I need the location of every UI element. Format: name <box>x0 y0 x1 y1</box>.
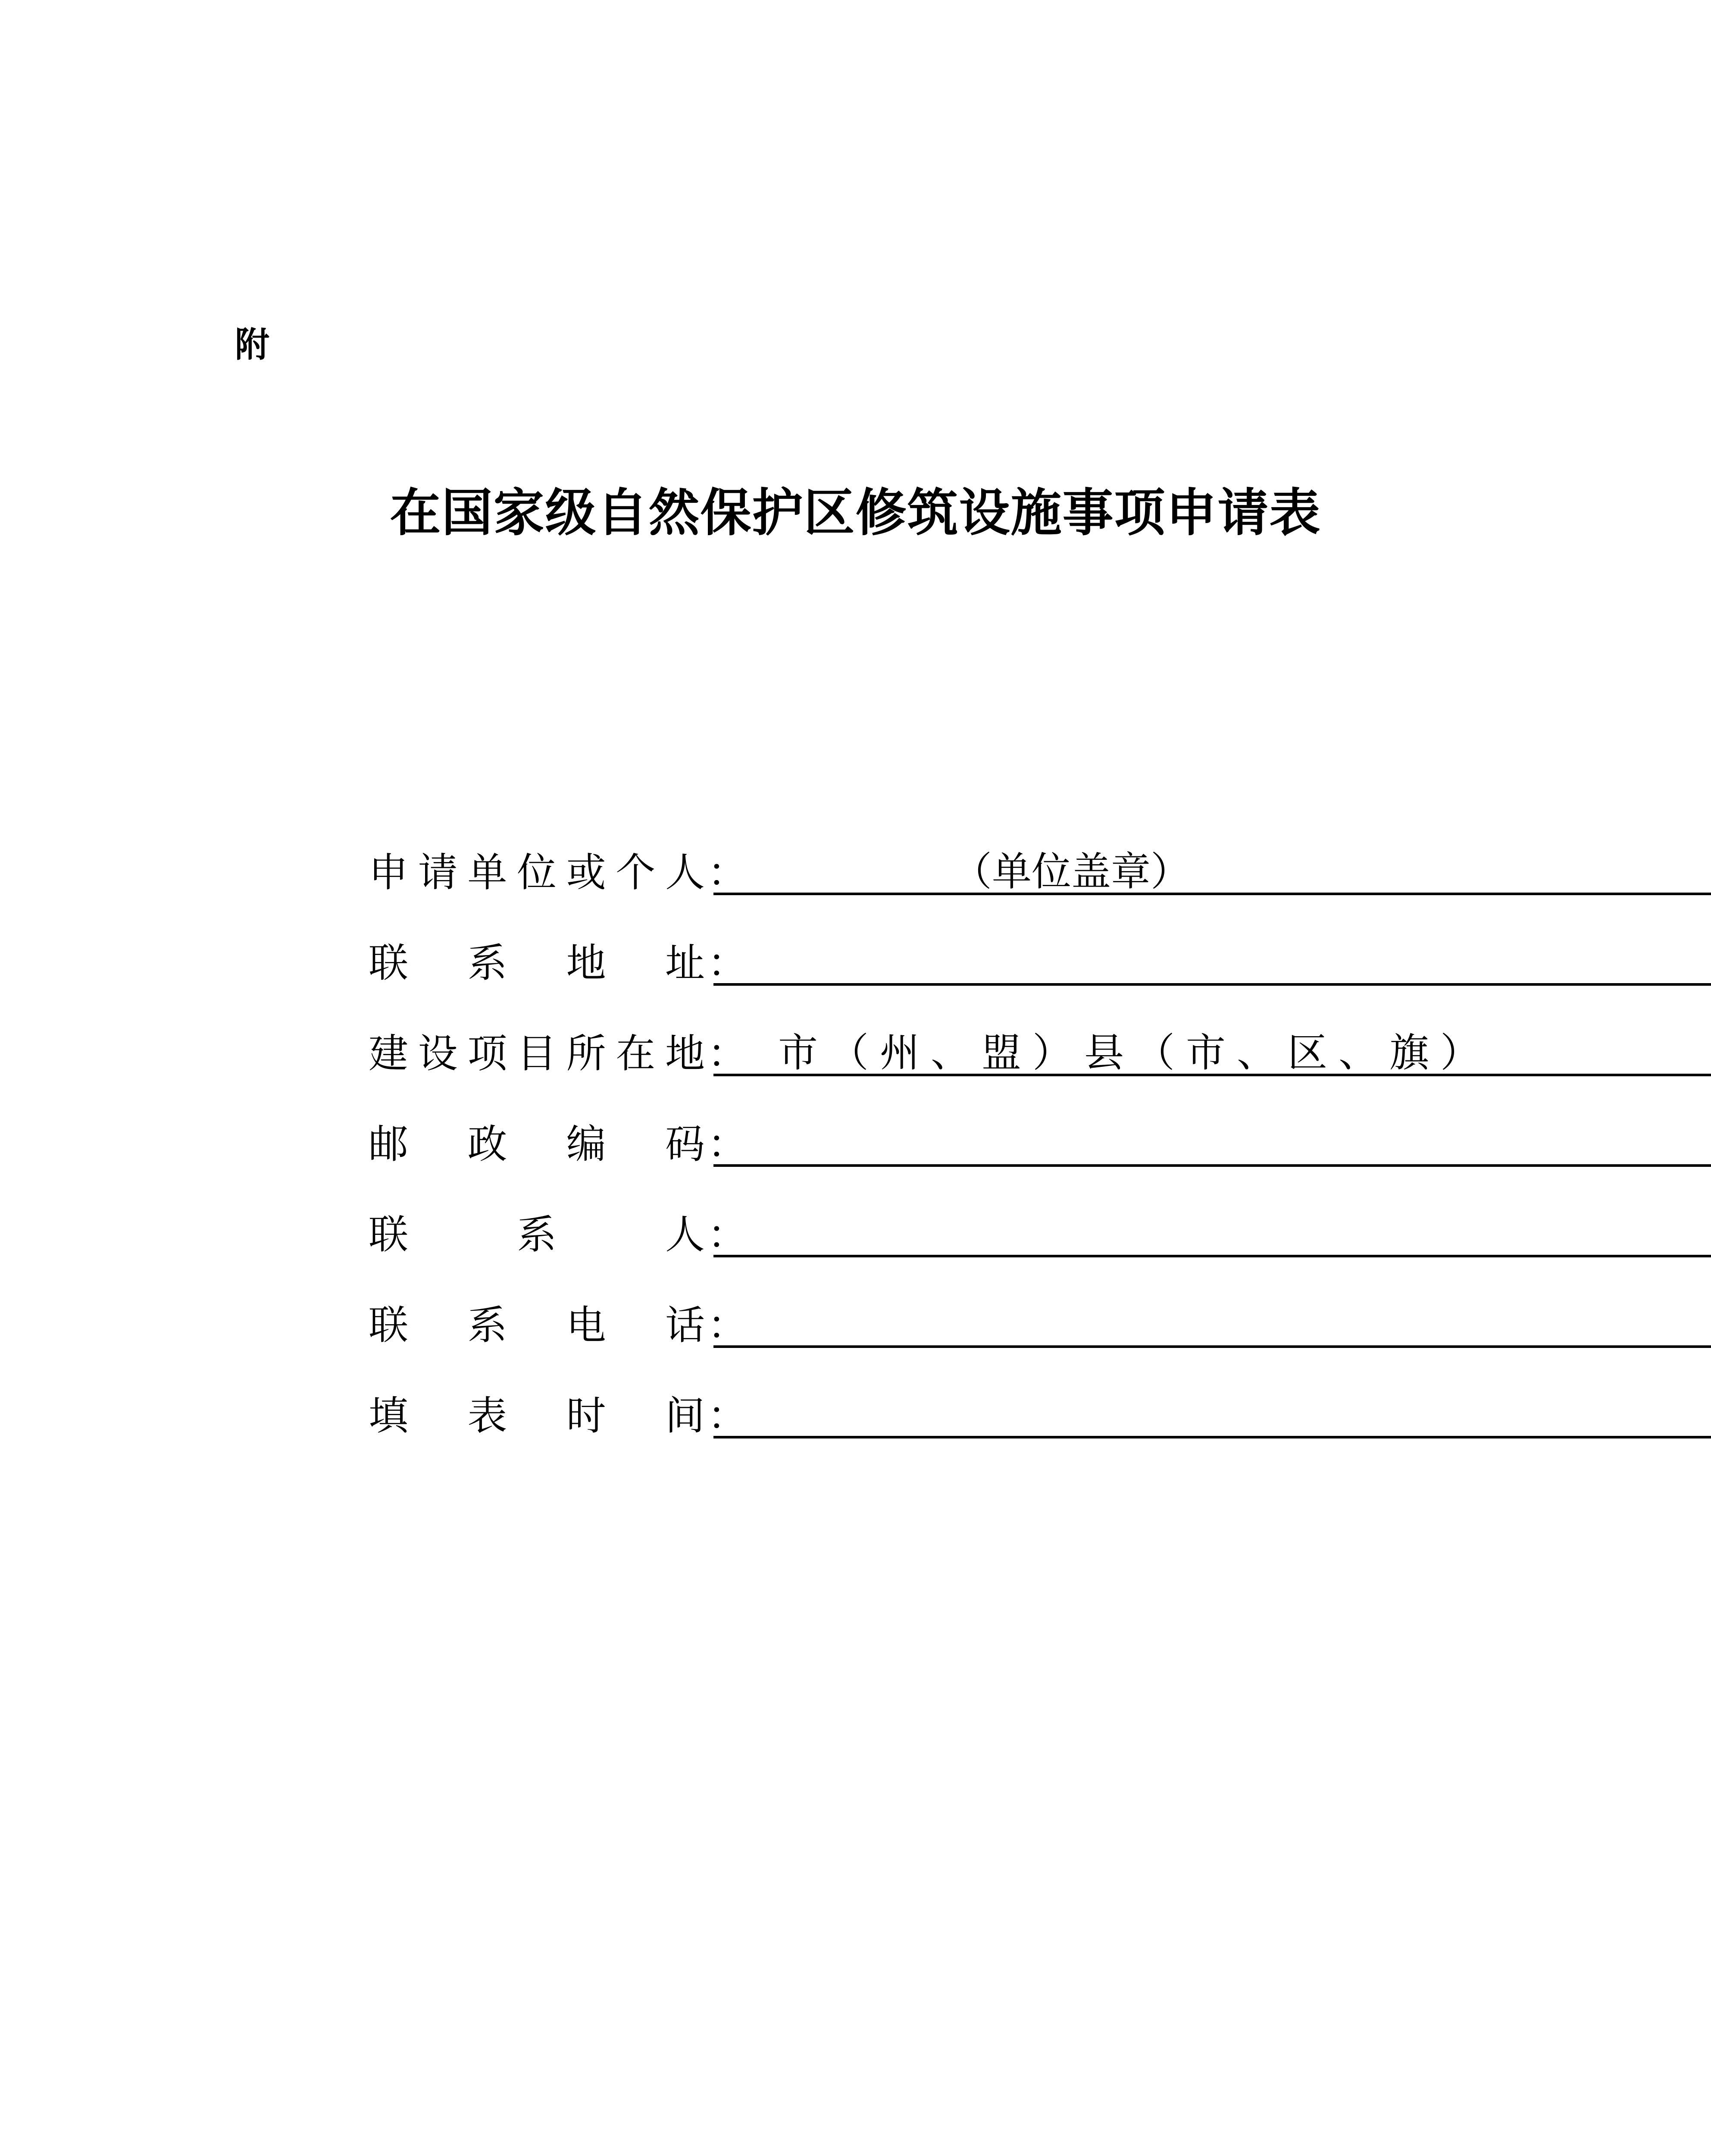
field-address <box>369 931 1429 986</box>
label-char: 系 <box>467 1302 507 1348</box>
field-label <box>369 1031 705 1077</box>
location-city-text: 市（州、盟） <box>778 1030 1084 1076</box>
label-char: 表 <box>467 1393 507 1439</box>
label-char: 人 <box>665 849 705 896</box>
label-char: 建 <box>369 1031 409 1077</box>
label-char: 请 <box>418 849 458 896</box>
label-char: 联 <box>369 1212 409 1258</box>
field-phone <box>369 1294 1429 1348</box>
address-input-line[interactable] <box>713 983 1711 986</box>
form-title: 在国家级自然保护区修筑设施事项申请表 <box>390 483 1321 542</box>
label-char: 联 <box>369 1302 409 1348</box>
label-char: 项 <box>467 1031 507 1077</box>
field-colon: ： <box>707 1212 748 1258</box>
field-colon: ： <box>707 1393 748 1439</box>
label-char: 邮 <box>369 1121 409 1167</box>
field-colon: ： <box>707 940 748 986</box>
field-colon: ： <box>707 1121 748 1167</box>
label-char: 所 <box>566 1031 606 1077</box>
label-char: 联 <box>369 940 409 986</box>
field-fill-date <box>369 1384 1429 1439</box>
attachment-label: 附 <box>235 325 269 365</box>
applicant-seal-note: （单位盖章） <box>952 849 1190 895</box>
label-char: 电 <box>566 1302 606 1348</box>
label-char: 人 <box>665 1212 705 1258</box>
label-char: 填 <box>369 1393 409 1439</box>
field-project-location <box>369 1022 1492 1077</box>
label-char: 政 <box>467 1121 507 1167</box>
label-char: 个 <box>616 849 656 896</box>
label-char: 系 <box>516 1212 557 1258</box>
label-char: 位 <box>516 849 557 896</box>
label-char: 设 <box>418 1031 458 1077</box>
field-colon: ： <box>707 1302 748 1348</box>
label-char: 申 <box>369 849 409 896</box>
contact-person-input-line[interactable] <box>713 1255 1711 1257</box>
label-char: 时 <box>566 1393 606 1439</box>
field-applicant <box>369 841 1429 896</box>
label-char: 目 <box>516 1031 557 1077</box>
field-label <box>369 1212 705 1258</box>
label-char: 在 <box>616 1031 656 1077</box>
label-char: 码 <box>665 1121 705 1167</box>
field-label <box>369 849 705 896</box>
fill-date-input-line[interactable] <box>713 1436 1711 1438</box>
field-label <box>369 1121 705 1167</box>
label-char: 地 <box>665 1031 705 1077</box>
phone-input-line[interactable] <box>713 1345 1711 1348</box>
label-char: 地 <box>566 940 606 986</box>
field-colon: ： <box>707 1031 748 1077</box>
label-char: 单 <box>467 849 507 896</box>
label-char: 编 <box>566 1121 606 1167</box>
label-char: 系 <box>467 940 507 986</box>
postal-code-input-line[interactable] <box>713 1164 1711 1167</box>
label-char: 间 <box>665 1393 705 1439</box>
label-char: 或 <box>566 849 606 896</box>
field-contact-person <box>369 1203 1429 1258</box>
field-label <box>369 940 705 986</box>
applicant-input-line[interactable] <box>713 893 1711 895</box>
location-county-text: 县（市、区、旗） <box>1084 1030 1492 1076</box>
label-char: 址 <box>665 940 705 986</box>
label-char: 话 <box>665 1302 705 1348</box>
field-postal-code <box>369 1112 1429 1167</box>
field-label <box>369 1393 705 1439</box>
field-colon: ： <box>707 849 748 896</box>
field-label <box>369 1302 705 1348</box>
